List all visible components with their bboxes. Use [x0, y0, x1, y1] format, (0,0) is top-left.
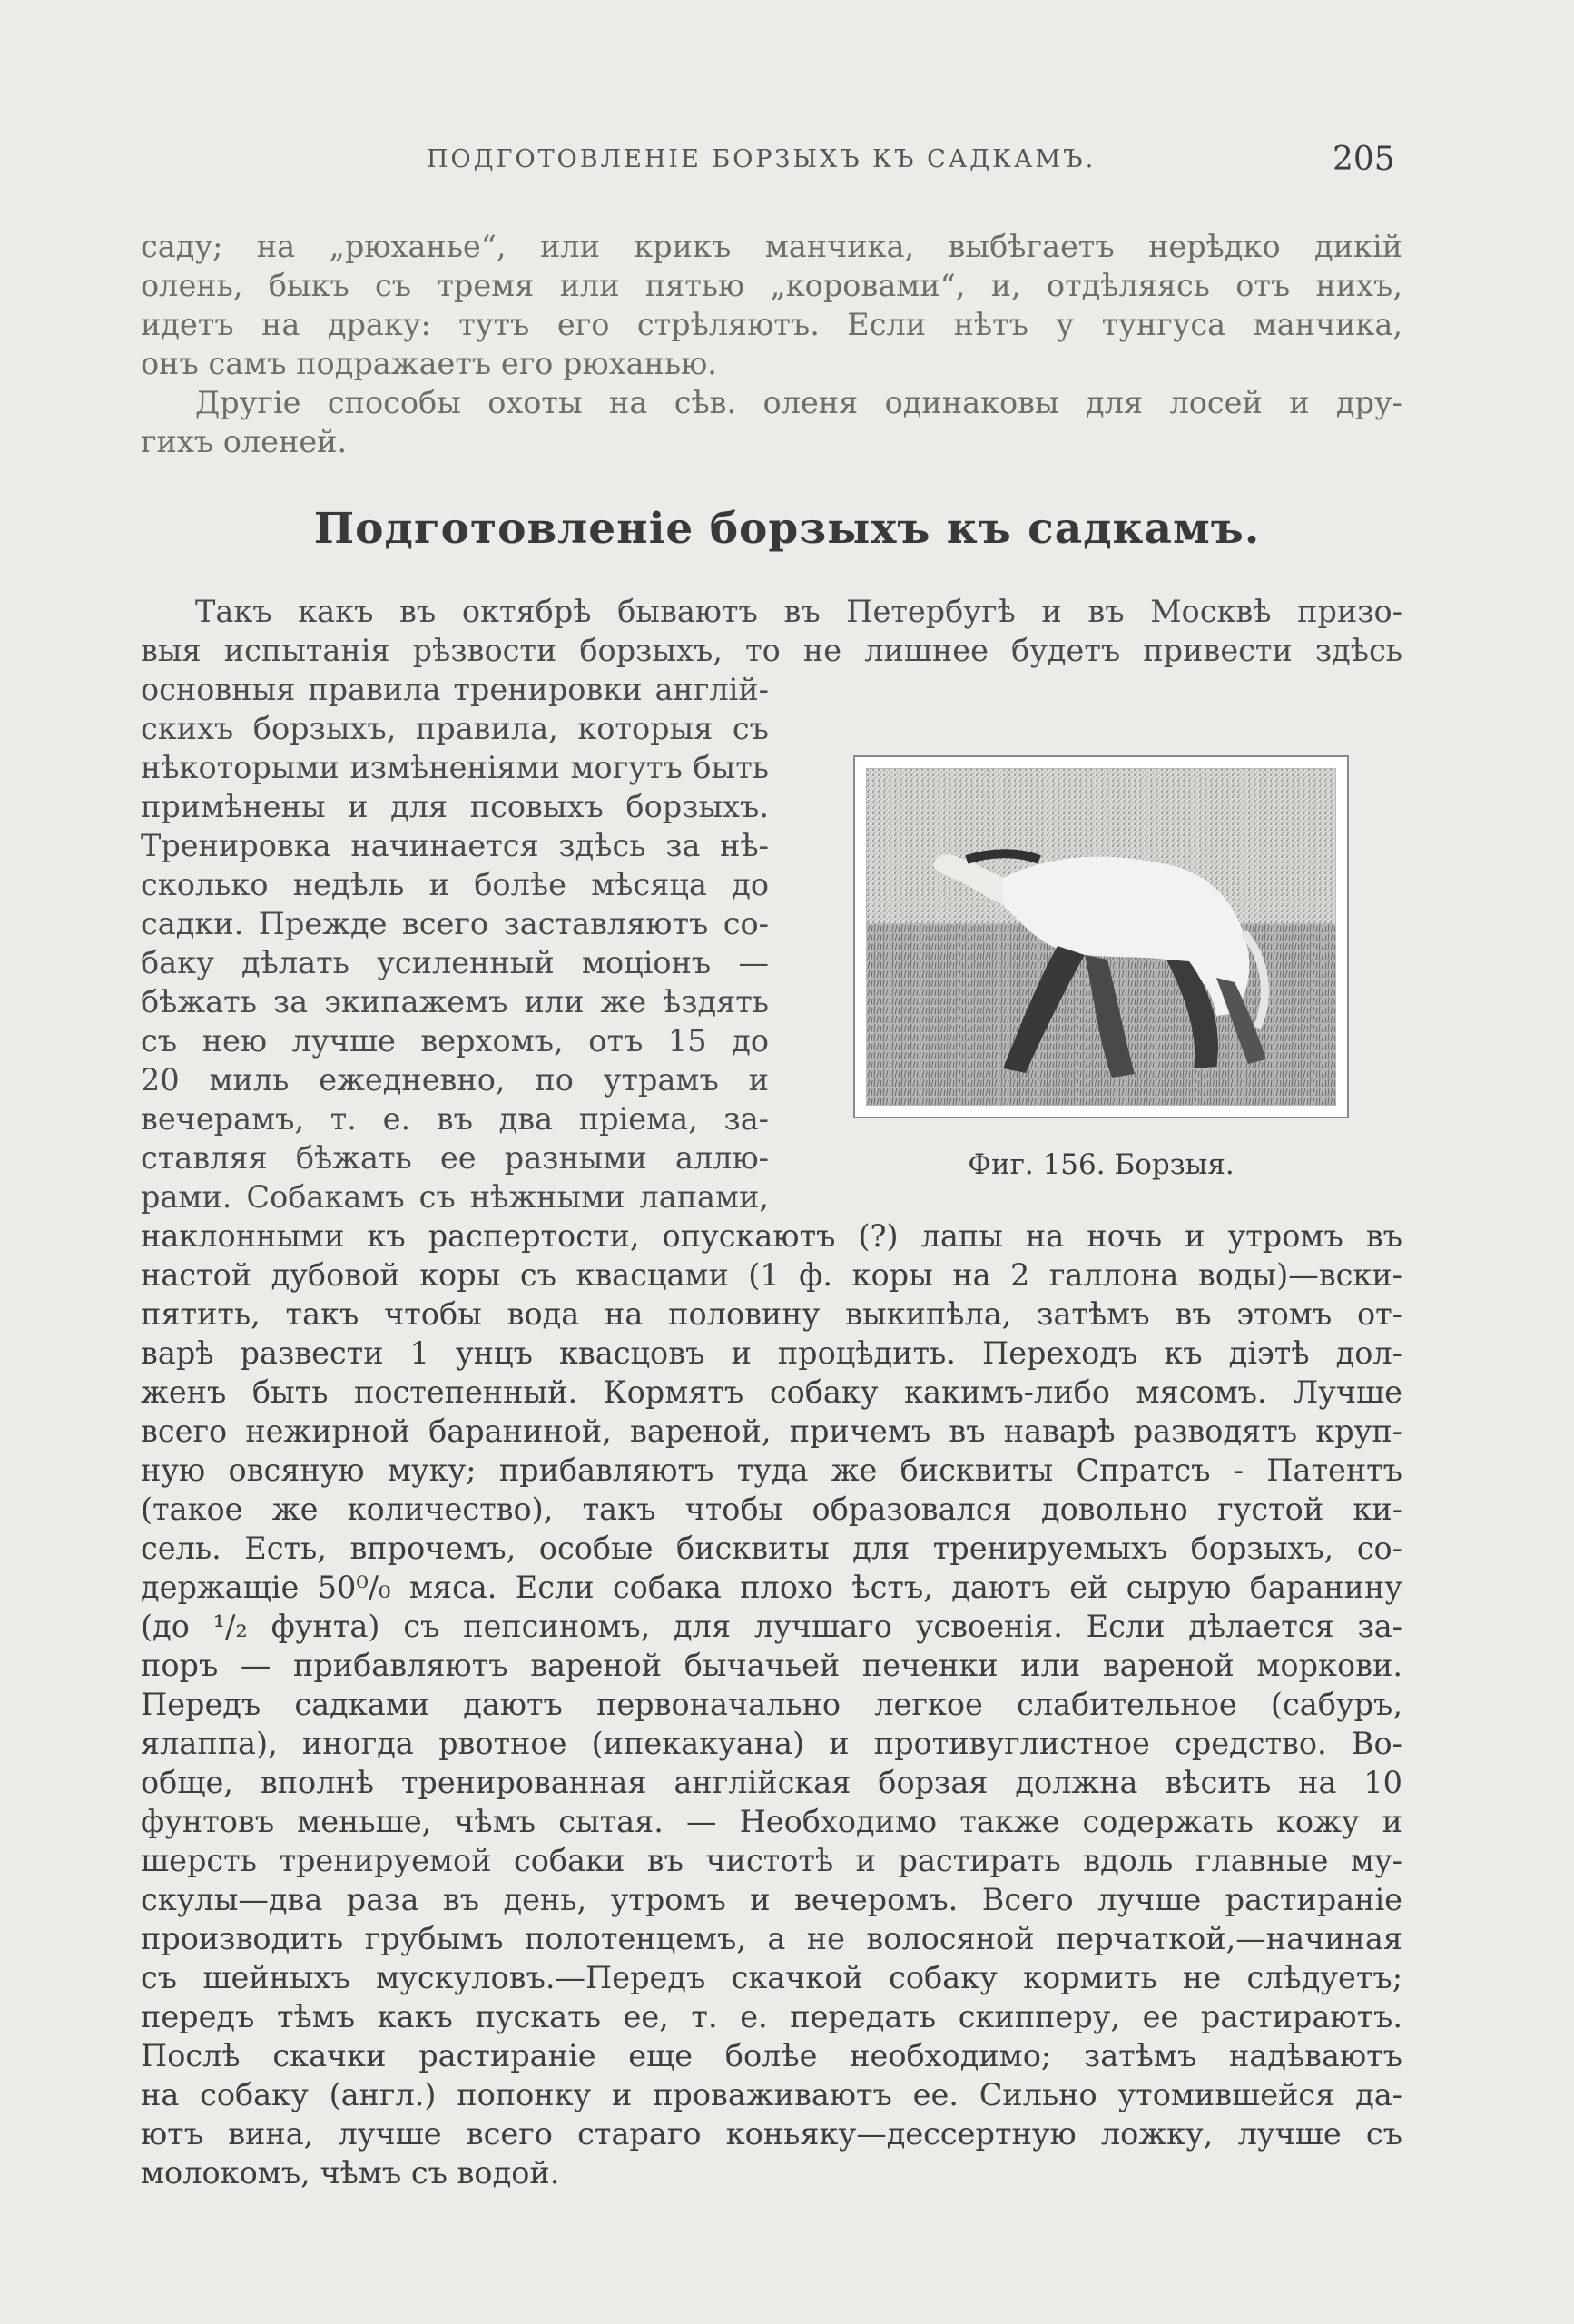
text-line: настой дубовой коры съ квасцами (1 ф. коры на 2 галлона воды)—вски-: [141, 1257, 1402, 1293]
text-line: бѣжать за экипажемъ или же ѣздять: [141, 984, 769, 1019]
text-line: саду; на „рюханье“, или крикъ манчика, выбѣгаетъ нерѣдко дикій: [141, 229, 1402, 264]
text-line: съ шейныхъ мускуловъ.—Передъ скачкой собаку кормить не слѣдуетъ;: [141, 1960, 1402, 1995]
text-line: шерсть тренируемой собаки въ чистотѣ и растирать вдоль главные му-: [141, 1843, 1402, 1878]
text-line: передъ тѣмъ какъ пускать ее, т. е. передать скипперу, ее растираютъ.: [141, 1999, 1402, 2034]
text-line: нѣкоторыми измѣненіями могутъ быть: [141, 750, 769, 785]
page-number: 205: [1333, 141, 1395, 178]
text-line: ставляя бѣжать ее разными аллю-: [141, 1140, 769, 1176]
text-line: 20 миль ежедневно, по утрамъ и: [141, 1062, 769, 1098]
text-line: (до ¹/₂ фунта) съ пепсиномъ, для лучшаго усвоенія. Если дѣлается за-: [141, 1609, 1402, 1644]
text-line: фунтовъ меньше, чѣмъ сытая. — Необходимо также содержать кожу и: [141, 1804, 1402, 1839]
section-heading: Подготовленіе борзыхъ къ садкамъ.: [313, 504, 1261, 554]
text-line: держащіе 50⁰/₀ мяса. Если собака плохо ѣстъ, даютъ ей сырую баранину: [141, 1570, 1402, 1605]
intro-paragraph: [141, 592, 1402, 670]
text-line: Тренировка начинается здѣсь за нѣ-: [141, 828, 769, 863]
text-line: женъ быть постепенный. Кормятъ собаку какимъ-либо мясомъ. Лучше: [141, 1374, 1402, 1410]
text-line: онъ самъ подражаетъ его рюханью.: [141, 346, 717, 381]
text-line: ную овсяную муку; прибавляютъ туда же бисквиты Спратсъ - Патентъ: [141, 1452, 1402, 1488]
text-line: основныя правила тренировки англій-: [141, 672, 769, 707]
text-line: олень, быкъ съ тремя или пятью „коровами“, и, отдѣляясь отъ нихъ,: [141, 268, 1402, 303]
text-line: рами. Собакамъ съ нѣжными лапами,: [141, 1179, 769, 1215]
text-line: на собаку (англ.) попонку и проваживаютъ ее. Сильно утомившейся да-: [141, 2077, 1402, 2112]
borzoi-illustration: [866, 768, 1336, 1106]
text-line: пятить, такъ чтобы вода на половину выкипѣла, затѣмъ въ этомъ от-: [141, 1296, 1402, 1332]
text-line: гихъ оленей.: [141, 424, 348, 459]
text-line: (такое же количество), такъ чтобы образовался довольно густой ки-: [141, 1492, 1402, 1527]
text-line: наклонными къ распертости, опускаютъ (?) лапы на ночь и утромъ въ: [141, 1218, 1402, 1254]
text-line: скулы—два раза въ день, утромъ и вечеромъ. Всего лучше растираніе: [141, 1882, 1402, 1917]
text-line: ялаппа), иногда рвотное (ипекакуана) и противуглистное средство. Во-: [141, 1726, 1402, 1761]
text-line: молокомъ, чѣмъ съ водой.: [141, 2155, 560, 2191]
text-line: сель. Есть, впрочемъ, особые бисквиты для тренируемыхъ борзыхъ, со-: [141, 1531, 1402, 1566]
figure-caption: Фиг. 156. Борзыя.: [968, 1148, 1235, 1181]
text-line: съ нею лучше верхомъ, отъ 15 до: [141, 1023, 769, 1059]
text-line: садки. Прежде всего заставляютъ со-: [141, 906, 769, 941]
text-line: поръ — прибавляютъ вареной бычачьей печенки или вареной моркови.: [141, 1648, 1402, 1683]
text-line: Передъ садками даютъ первоначально легкое слабительное (сабуръ,: [141, 1687, 1402, 1722]
text-line: производить грубымъ полотенцемъ, а не волосяной перчаткой,—начиная: [141, 1921, 1402, 1956]
text-line: всего нежирной бараниной, вареной, причемъ въ наварѣ разводятъ круп-: [141, 1413, 1402, 1449]
text-line: скихъ борзыхъ, правила, которыя съ: [141, 711, 769, 746]
text-line: идетъ на драку: тутъ его стрѣляютъ. Если нѣтъ у тунгуса манчика,: [141, 307, 1402, 342]
text-line: варѣ развести 1 унцъ квасцовъ и процѣдить. Переходъ къ діэтѣ дол-: [141, 1335, 1402, 1371]
text-line: ютъ вина, лучше всего стараго коньяку—дессертную ложку, лучше съ: [141, 2116, 1402, 2152]
top-paragraph: [141, 227, 1402, 461]
text-line: баку дѣлать усиленный моціонъ —: [141, 945, 769, 980]
text-line: выя испытанія рѣзвости борзыхъ, то не лишнее будетъ привести здѣсь: [141, 633, 1402, 668]
text-line: Послѣ скачки растираніе еще болѣе необходимо; затѣмъ надѣваютъ: [141, 2038, 1402, 2073]
text-line: Другіе способы охоты на сѣв. оленя одинаковы для лосей и дру-: [195, 385, 1402, 420]
text-line: обще, вполнѣ тренированная англійская борзая должна вѣсить на 10: [141, 1765, 1402, 1800]
text-line: сколько недѣль и болѣе мѣсяца до: [141, 867, 769, 902]
narrow-column-text: [141, 670, 769, 1216]
text-line: Такъ какъ въ октябрѣ бываютъ въ Петербугѣ и въ Москвѣ призо-: [195, 594, 1402, 629]
running-title: ПОДГОТОВЛЕНІЕ БОРЗЫХЪ КЪ САДКАМЪ.: [427, 145, 1097, 173]
text-line: вечерамъ, т. е. въ два пріема, за-: [141, 1101, 769, 1137]
main-paragraph: [141, 1216, 1402, 2192]
figure-borzoi-photo: [853, 755, 1349, 1118]
text-line: примѣнены и для псовыхъ борзыхъ.: [141, 789, 769, 824]
borzoi-dog-icon: [867, 769, 1336, 1106]
